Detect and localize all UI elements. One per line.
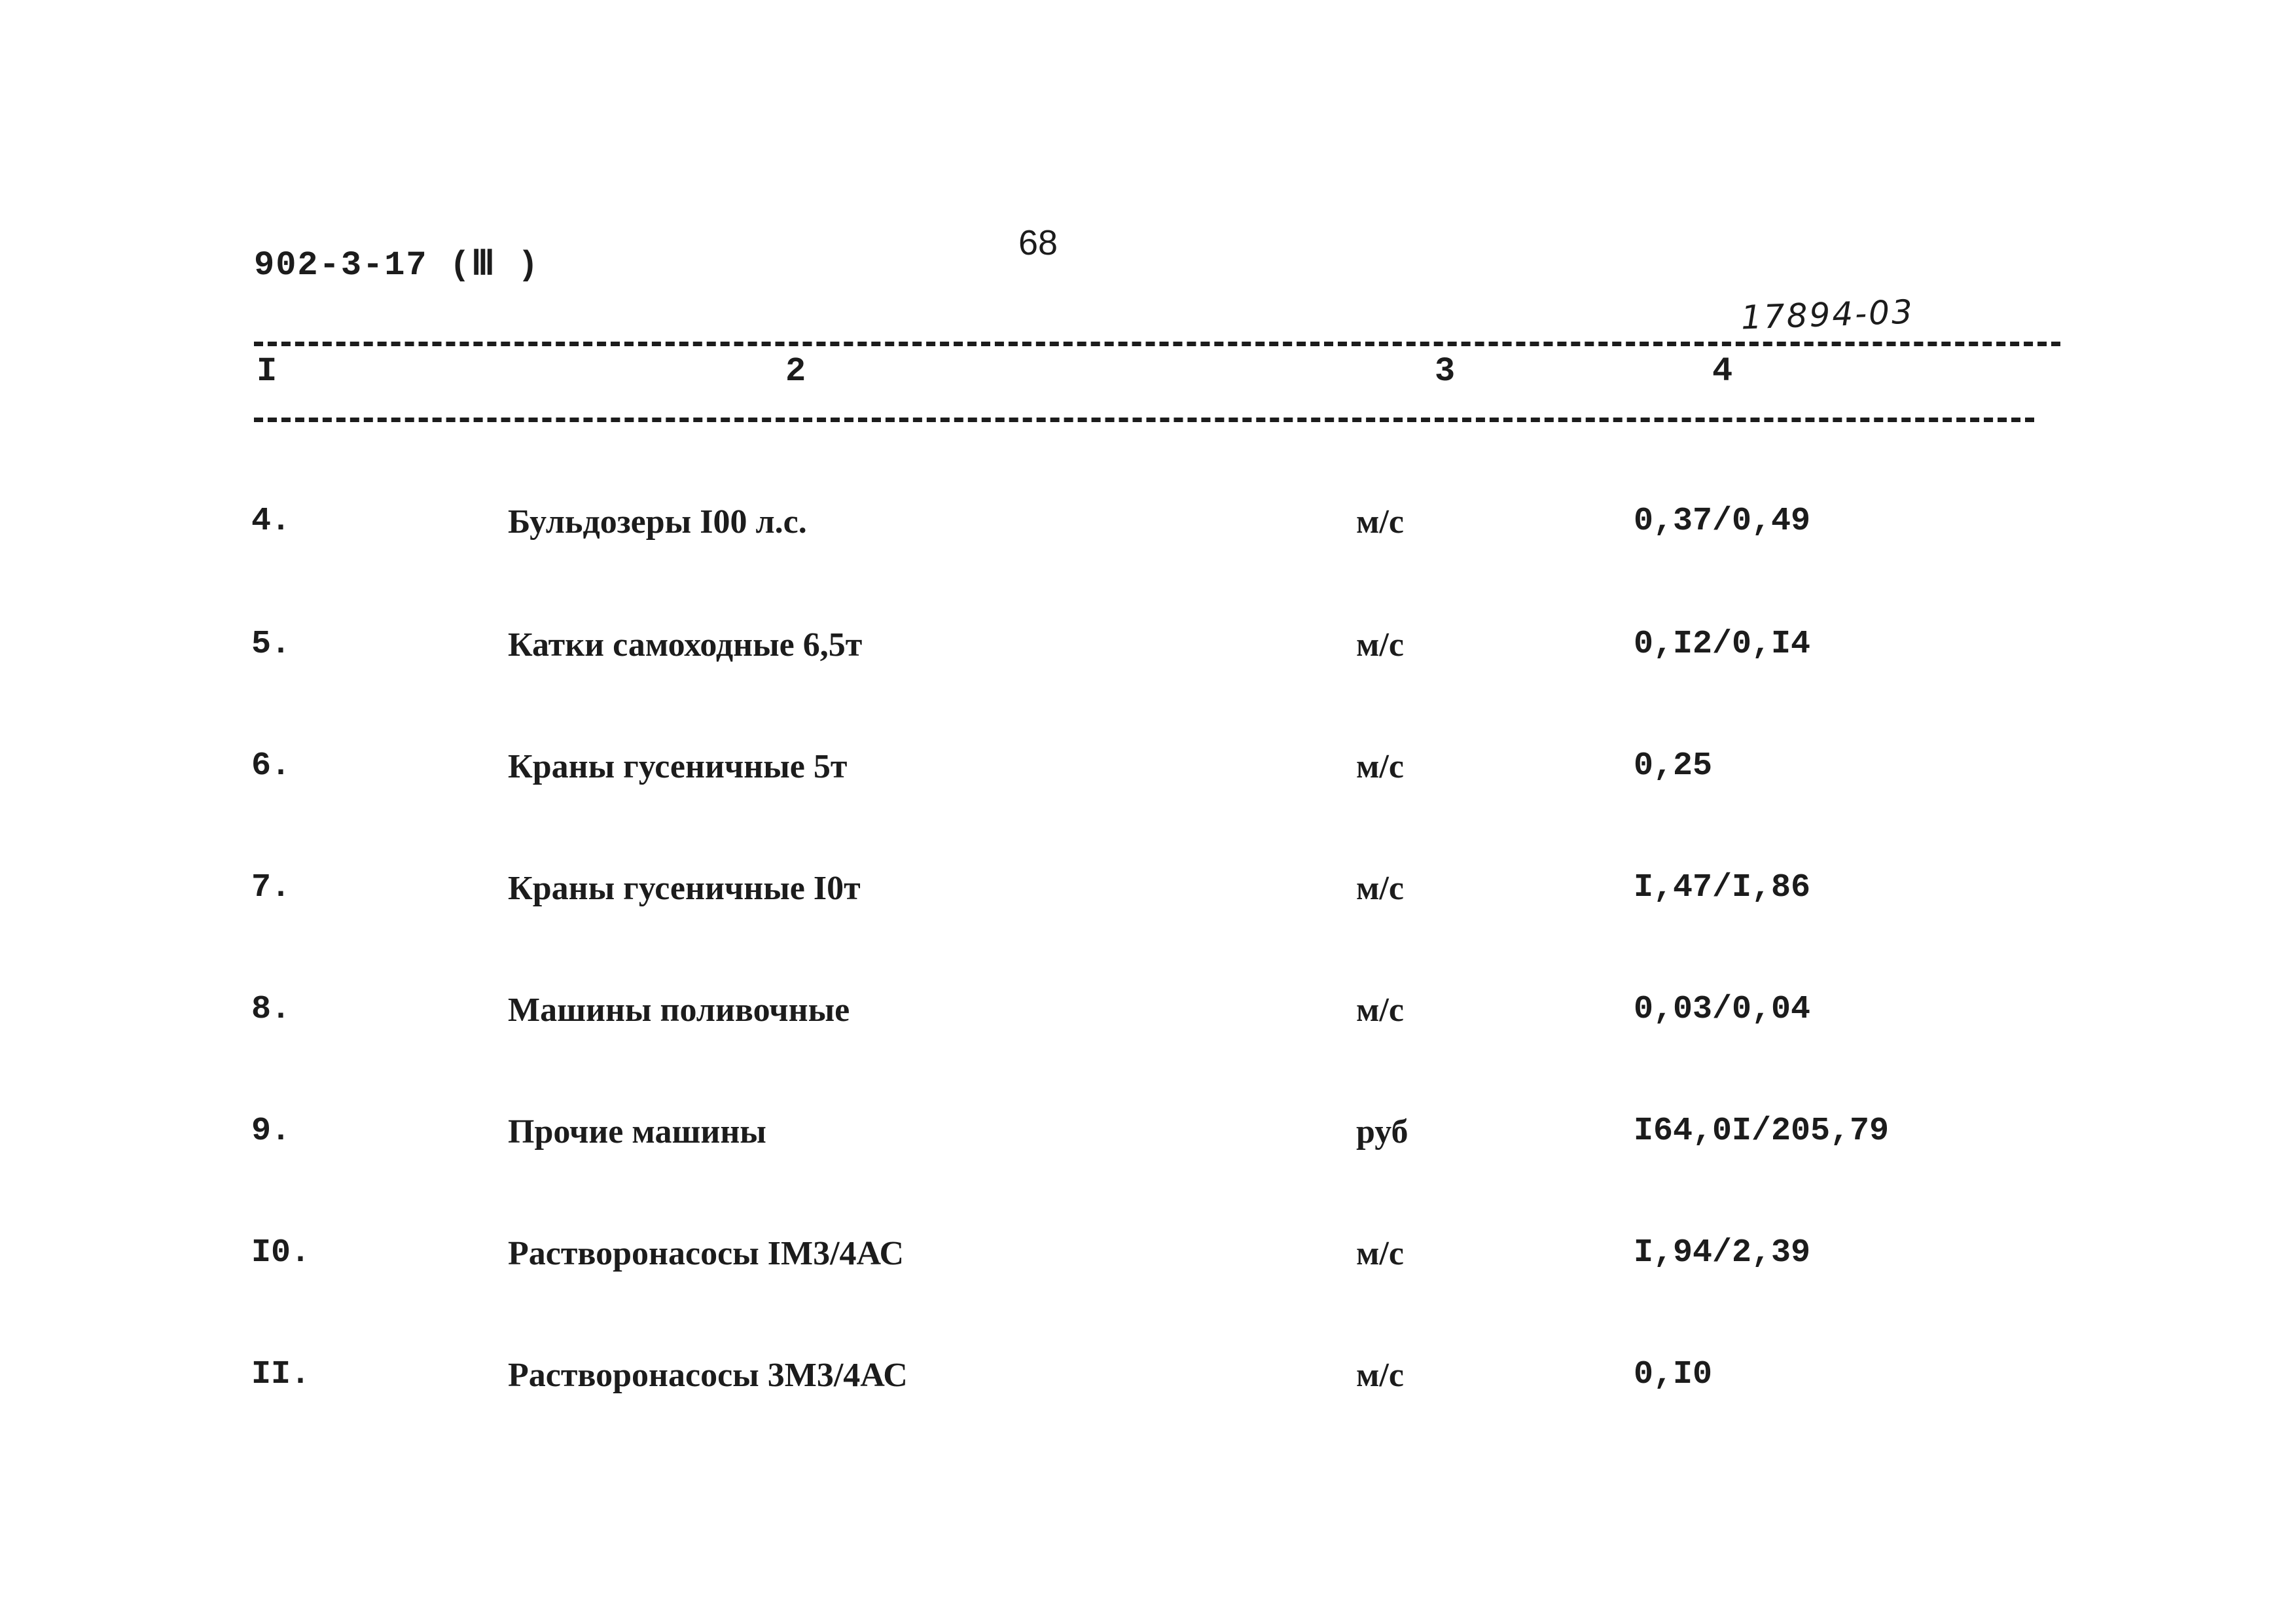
table-row (0, 626, 2296, 678)
row-name: Растворонасосы 3М3/4АС (508, 1357, 908, 1394)
row-number: 6. (251, 747, 291, 785)
row-unit: м/с (1356, 870, 1404, 907)
row-value: 0,03/0,04 (1634, 991, 1811, 1028)
table-row (0, 869, 2296, 921)
row-number: 4. (251, 503, 291, 540)
header-top-divider (254, 342, 2060, 346)
row-value: 0,I0 (1634, 1356, 1713, 1393)
table-row (0, 1234, 2296, 1287)
row-name: Катки самоходные 6,5т (508, 626, 863, 664)
row-value: 0,37/0,49 (1634, 503, 1811, 540)
table-row (0, 1356, 2296, 1408)
row-unit: м/с (1356, 748, 1404, 785)
row-name: Прочие машины (508, 1113, 766, 1150)
row-value: I64,0I/205,79 (1634, 1113, 1890, 1150)
row-name: Краны гусеничные I0т (508, 870, 861, 907)
column-header-2: 2 (785, 352, 806, 391)
column-header-4: 4 (1712, 352, 1733, 391)
row-name: Краны гусеничные 5т (508, 748, 848, 785)
document-code: 902-3-17 (Ⅲ ) (254, 246, 540, 285)
table-row (0, 747, 2296, 800)
row-unit: м/с (1356, 503, 1404, 541)
handwritten-note: 17894-03 (1740, 293, 1915, 337)
row-unit: руб (1356, 1113, 1408, 1150)
row-number: I0. (251, 1234, 311, 1272)
row-value: 0,I2/0,I4 (1634, 626, 1811, 663)
row-name: Растворонасосы IМ3/4АС (508, 1235, 905, 1272)
table-row (0, 1113, 2296, 1165)
row-number: 9. (251, 1113, 291, 1150)
page-number: 68 (1018, 223, 1058, 262)
row-unit: м/с (1356, 1235, 1404, 1272)
row-number: 7. (251, 869, 291, 906)
row-unit: м/с (1356, 991, 1404, 1029)
table-row (0, 503, 2296, 555)
column-header-3: 3 (1435, 352, 1456, 391)
table-row (0, 991, 2296, 1043)
row-value: 0,25 (1634, 747, 1713, 785)
column-header-1: I (257, 352, 278, 391)
row-number: 8. (251, 991, 291, 1028)
row-number: II. (251, 1356, 311, 1393)
row-number: 5. (251, 626, 291, 663)
row-name: Машины поливочные (508, 991, 850, 1029)
row-unit: м/с (1356, 626, 1404, 664)
row-unit: м/с (1356, 1357, 1404, 1394)
row-name: Бульдозеры I00 л.с. (508, 503, 807, 541)
header-bottom-divider (254, 418, 2034, 422)
row-value: I,94/2,39 (1634, 1234, 1811, 1272)
row-value: I,47/I,86 (1634, 869, 1811, 906)
